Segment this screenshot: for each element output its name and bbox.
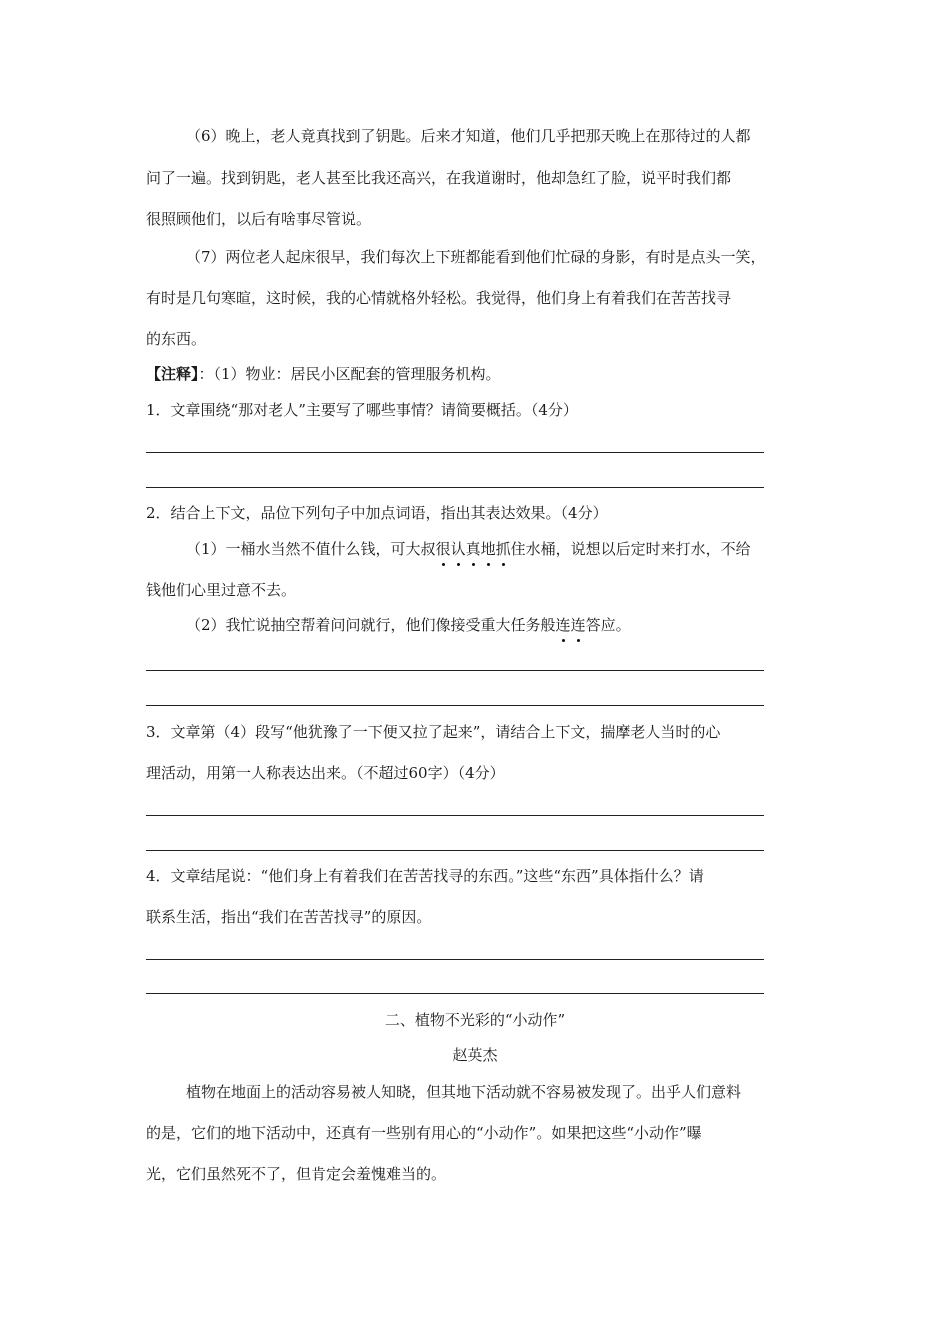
question-4-line-2: 联系生活，指出“我们在苦苦找寻”的原因。	[146, 908, 432, 926]
footnote-text: ：（1）物业：居民小区配套的管理服务机构。	[198, 365, 501, 383]
author: 赵英杰	[452, 1046, 498, 1064]
answer-line	[146, 959, 764, 960]
sentence-text: 住水桶，说想以后定时来打水，不给	[510, 540, 751, 558]
dotted-char: 连	[570, 616, 586, 634]
paragraph-6-line-3: 很照顾他们，以后有啥事尽管说。	[146, 210, 372, 228]
paragraph-6-line-2: 问了一遍。找到钥匙，老人甚至比我还高兴，在我道谢时，他却急红了脸，说平时我们都	[146, 169, 732, 187]
passage-2-line-1: 植物在地面上的活动容易被人知晓，但其地下活动就不容易被发现了。出乎人们意料	[186, 1083, 742, 1101]
dotted-char: 很	[435, 540, 451, 558]
question-1: 1．文章围绕“那对老人”主要写了哪些事情？请简要概括。（4分）	[146, 401, 578, 419]
paragraph-7-line-3: 的东西。	[146, 330, 207, 348]
answer-line	[146, 452, 764, 453]
dotted-char: 地	[480, 540, 496, 558]
section-title: 二、植物不光彩的“小动作”	[384, 1011, 566, 1029]
paragraph-7-line-2: 有时是几句寒暄，这时候，我的心情就格外轻松。我觉得，他们身上有着我们在苦苦找寻	[146, 289, 732, 307]
paragraph-6-line-1: （6）晚上，老人竟真找到了钥匙。后来才知道，他们几乎把那天晚上在那待过的人都	[186, 127, 751, 145]
dotted-char: 连	[555, 616, 571, 634]
dotted-char: 真	[465, 540, 481, 558]
question-3-line-2: 理活动，用第一人称表达出来。（不超过60字）（4分）	[146, 764, 505, 782]
footnote-label: 【注释】	[146, 365, 199, 383]
question-2-sentence-1	[186, 539, 950, 559]
question-2: 2．结合上下文，品位下列句子中加点词语，指出其表达效果。（4分）	[146, 504, 608, 522]
question-2-sentence-2	[186, 615, 950, 635]
sentence-text: （1）一桶水当然不值什么钱，可大叔	[186, 540, 436, 558]
answer-line	[146, 815, 764, 816]
sentence-text: 答应。	[585, 616, 631, 634]
question-3-line-1: 3．文章第（4）段写“他犹豫了一下便又拉了起来”，请结合上下文，揣摩老人当时的心	[146, 723, 721, 741]
sentence-text: （2）我忙说抽空帮着问问就行，他们像接受重大任务般	[186, 616, 556, 634]
answer-line	[146, 705, 764, 706]
passage-2-line-2: 的是，它们的地下活动中，还真有一些别有用心的“小动作”。如果把这些“小动作”曝	[146, 1124, 702, 1142]
paragraph-7-line-1: （7）两位老人起床很早，我们每次上下班都能看到他们忙碌的身影，有时是点头一笑，	[186, 248, 766, 266]
footnote	[146, 364, 950, 384]
question-4-line-1: 4．文章结尾说：“他们身上有着我们在苦苦找寻的东西。”这些“东西”具体指什么？请	[146, 867, 704, 885]
answer-line	[146, 993, 764, 994]
passage-2-line-3: 光，它们虽然死不了，但肯定会羞愧难当的。	[146, 1165, 447, 1183]
question-2-sentence-1-line-2: 钱他们心里过意不去。	[146, 581, 297, 599]
answer-line	[146, 670, 764, 671]
answer-line	[146, 487, 764, 488]
dotted-char: 认	[450, 540, 466, 558]
dotted-char: 抓	[495, 540, 511, 558]
answer-line	[146, 850, 764, 851]
